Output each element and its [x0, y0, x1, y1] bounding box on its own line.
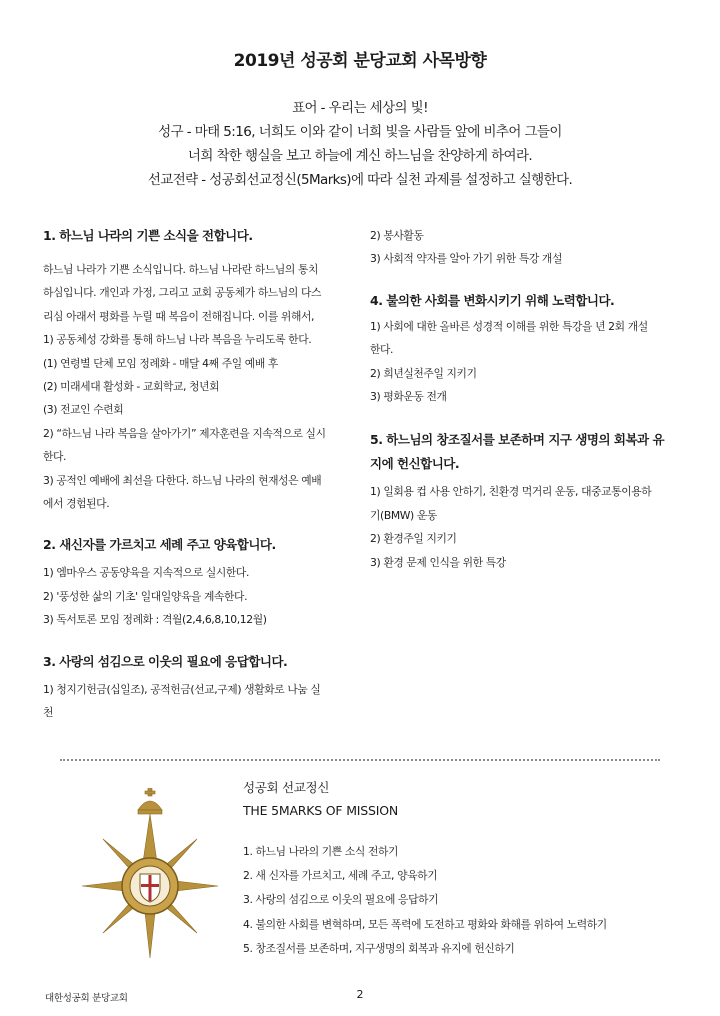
mission-item: 1. 하느님 나라의 기쁜 소식 전하기 [243, 845, 399, 858]
mission-item: 4. 불의한 사회를 변혁하며, 모든 폭력에 도전하고 평화와 화해를 위하여 노력하기 [243, 917, 607, 931]
section-1-line: 3) 공적인 예배에 최선을 다한다. 하느님 나라의 현재성은 예배 [43, 473, 322, 487]
page-title: 2019년 성공회 분당교회 사목방향 [233, 51, 487, 71]
footer-org: 대한성공회 분당교회 [45, 993, 128, 1004]
mission-item: 5. 창조질서를 보존하며, 지구생명의 회복과 유지에 헌신하기 [243, 941, 515, 955]
mission-list [243, 840, 683, 961]
section-4-line: 1) 사회에 대한 올바른 성경적 이해를 위한 특강을 년 2회 개설 [370, 319, 648, 333]
section-5-line: 3) 환경 문제 인식을 위한 특강 [370, 555, 506, 569]
section-4-line: 2) 희년실천주일 지키기 [370, 366, 477, 380]
mission-item: 2. 새 신자를 가르치고, 세례 주고, 양육하기 [243, 869, 438, 883]
section-1-line: 리심 아래서 평화를 누릴 때 복음이 전해집니다. 이를 위해서, [43, 309, 315, 323]
section-1-line: 에서 경험된다. [43, 497, 110, 511]
section-3-line: 3) 사회적 약자를 알아 가기 위한 특강 개설 [370, 252, 562, 266]
section-5-line: 기(BMW) 운동 [370, 508, 437, 522]
section-1-line: 한다. [43, 450, 67, 464]
section-1-line: (3) 전교인 수련회 [43, 403, 124, 417]
verse-line-1: 성구 - 마태 5:16, 너희도 이와 같이 너희 빛을 사람들 앞에 비추어 그들이 [158, 124, 562, 140]
section-4-line: 한다. [370, 343, 394, 357]
mission-subtitle: THE 5MARKS OF MISSION [243, 803, 399, 818]
mission-title: 성공회 선교정신 [243, 780, 330, 795]
dotted-divider [60, 759, 660, 761]
section-2-line: 1) 엠마우스 공동양육을 지속적으로 실시한다. [43, 566, 249, 580]
left-column [43, 224, 355, 725]
section-1-heading: 1. 하느님 나라의 기쁜 소식을 전합니다. [43, 228, 253, 243]
strategy: 선교전략 - 성공회선교정신(5Marks)에 따라 실천 과제를 설정하고 실행한다. [147, 172, 573, 188]
section-1-line: 2) “하느님 나라 복음을 살아가기” 제자훈련을 지속적으로 실시 [43, 426, 326, 440]
section-3-line: 1) 청지기헌금(십일조), 공적헌금(선교,구제) 생활화로 나눔 실 [43, 682, 321, 696]
section-4-heading: 4. 불의한 사회를 변화시키기 위해 노력합니다. [370, 292, 615, 308]
section-1-line: (2) 미래세대 활성화 - 교회학교, 청년회 [43, 380, 220, 394]
section-1-line: 하심입니다. 개인과 가정, 그리고 교회 공동체가 하느님의 다스 [43, 286, 322, 300]
right-column [370, 224, 682, 574]
section-3-heading: 3. 사랑의 섬김으로 이웃의 필요에 응답합니다. [43, 653, 288, 669]
mission-block [243, 776, 683, 961]
section-3-line: 2) 봉사활동 [370, 229, 424, 242]
section-2-line: 2) '풍성한 삶의 기초' 일대일양육을 계속한다. [43, 589, 248, 603]
compass-rose-emblem-icon [80, 788, 220, 958]
section-5-line: 1) 일회용 컵 사용 안하기, 친환경 먹거리 운동, 대중교통이용하 [370, 485, 652, 499]
section-1-line: (1) 연령별 단체 모임 정례화 - 매달 4째 주일 예배 후 [43, 356, 278, 370]
section-2-heading: 2. 새신자를 가르치고 세례 주고 양육합니다. [43, 537, 276, 553]
section-1-line: 1) 공동체성 강화를 통해 하느님 나라 복음을 누리도록 한다. [43, 333, 312, 347]
section-5-line: 2) 환경주일 지키기 [370, 532, 457, 546]
section-4-line: 3) 평화운동 전개 [370, 390, 447, 404]
intro-block [60, 96, 660, 192]
page-number: 2 [356, 988, 364, 1001]
section-2-line: 3) 독서토론 모임 정례화 : 격월(2,4,6,8,10,12월) [43, 613, 267, 627]
section-5-heading: 5. 하느님의 창조질서를 보존하며 지구 생명의 회복과 유 [370, 432, 665, 448]
section-3-line: 천 [43, 706, 54, 720]
section-1-line: 하느님 나라가 기쁜 소식입니다. 하느님 나라란 하느님의 통치 [43, 263, 318, 276]
section-5-heading-cont: 지에 헌신합니다. [370, 456, 460, 472]
motto: 표어 - 우리는 세상의 빛! [292, 100, 428, 116]
mission-item: 3. 사랑의 섬김으로 이웃의 필요에 응답하기 [243, 893, 439, 907]
verse-line-2: 너희 착한 행실을 보고 하늘에 계신 하느님을 찬양하게 하여라. [187, 148, 533, 164]
